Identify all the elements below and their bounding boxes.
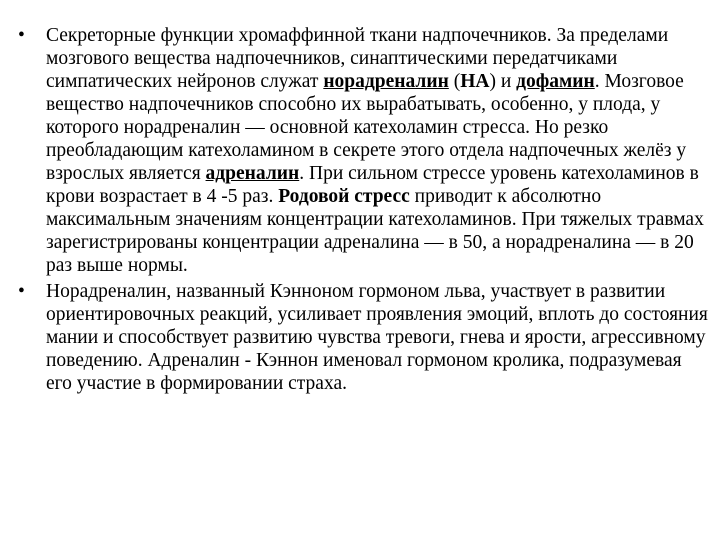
bullet-item-2 [18, 280, 710, 395]
bullet-list [18, 24, 710, 398]
text-segment: Норадреналин, названный Кэнноном гормоном льва, участвует в развитии ориентировочных реакций, усиливает проявления эмоций, вплоть до состояния мании и способствует развитию чувства тревоги, гнева и ярости, агрессивному поведению. Адреналин - Кэннон именовал гормоном кролика, подразумевая его участие в формировании страха. [46, 281, 708, 394]
bullet-text [46, 24, 710, 277]
term-dopamine: дофамин [516, 71, 595, 92]
text-segment: . Мозговое вещество надпочечников способно их вырабатывать, особенно, у плода, у которого норадреналин — основной катехоламин стресса. Но резко преобладающим катехоламином в секрете этого отдела надпочечных желёз у взрослых является [46, 71, 687, 184]
term-na: НА [460, 71, 490, 92]
bullet-icon: • [18, 25, 25, 46]
bullet-item-1 [18, 24, 710, 277]
bullet-icon: • [18, 281, 25, 302]
bullet-text [46, 280, 710, 395]
text-segment: приводит к абсолютно максимальным значениям концентрации катехоламинов. При тяжелых травмах зарегистрированы концентрации адреналина — в 50, а норадреналина — в 20 раз выше нормы. [46, 186, 704, 276]
term-noradrenaline: норадреналин [323, 71, 449, 92]
text-segment: . При сильном стрессе уровень катехоламинов в крови возрастает в 4 -5 раз. [46, 163, 699, 207]
text-segment: ( [448, 71, 461, 92]
text-segment: Секреторные функции хромаффинной ткани надпочечников. За пределами мозгового вещества надпочечников, синаптическими передатчиками симпатических нейронов служат [46, 25, 669, 92]
term-birth-stress: Родовой стресс [278, 186, 410, 207]
text-segment: ) и [489, 71, 517, 92]
term-adrenaline: адреналин [205, 163, 300, 184]
